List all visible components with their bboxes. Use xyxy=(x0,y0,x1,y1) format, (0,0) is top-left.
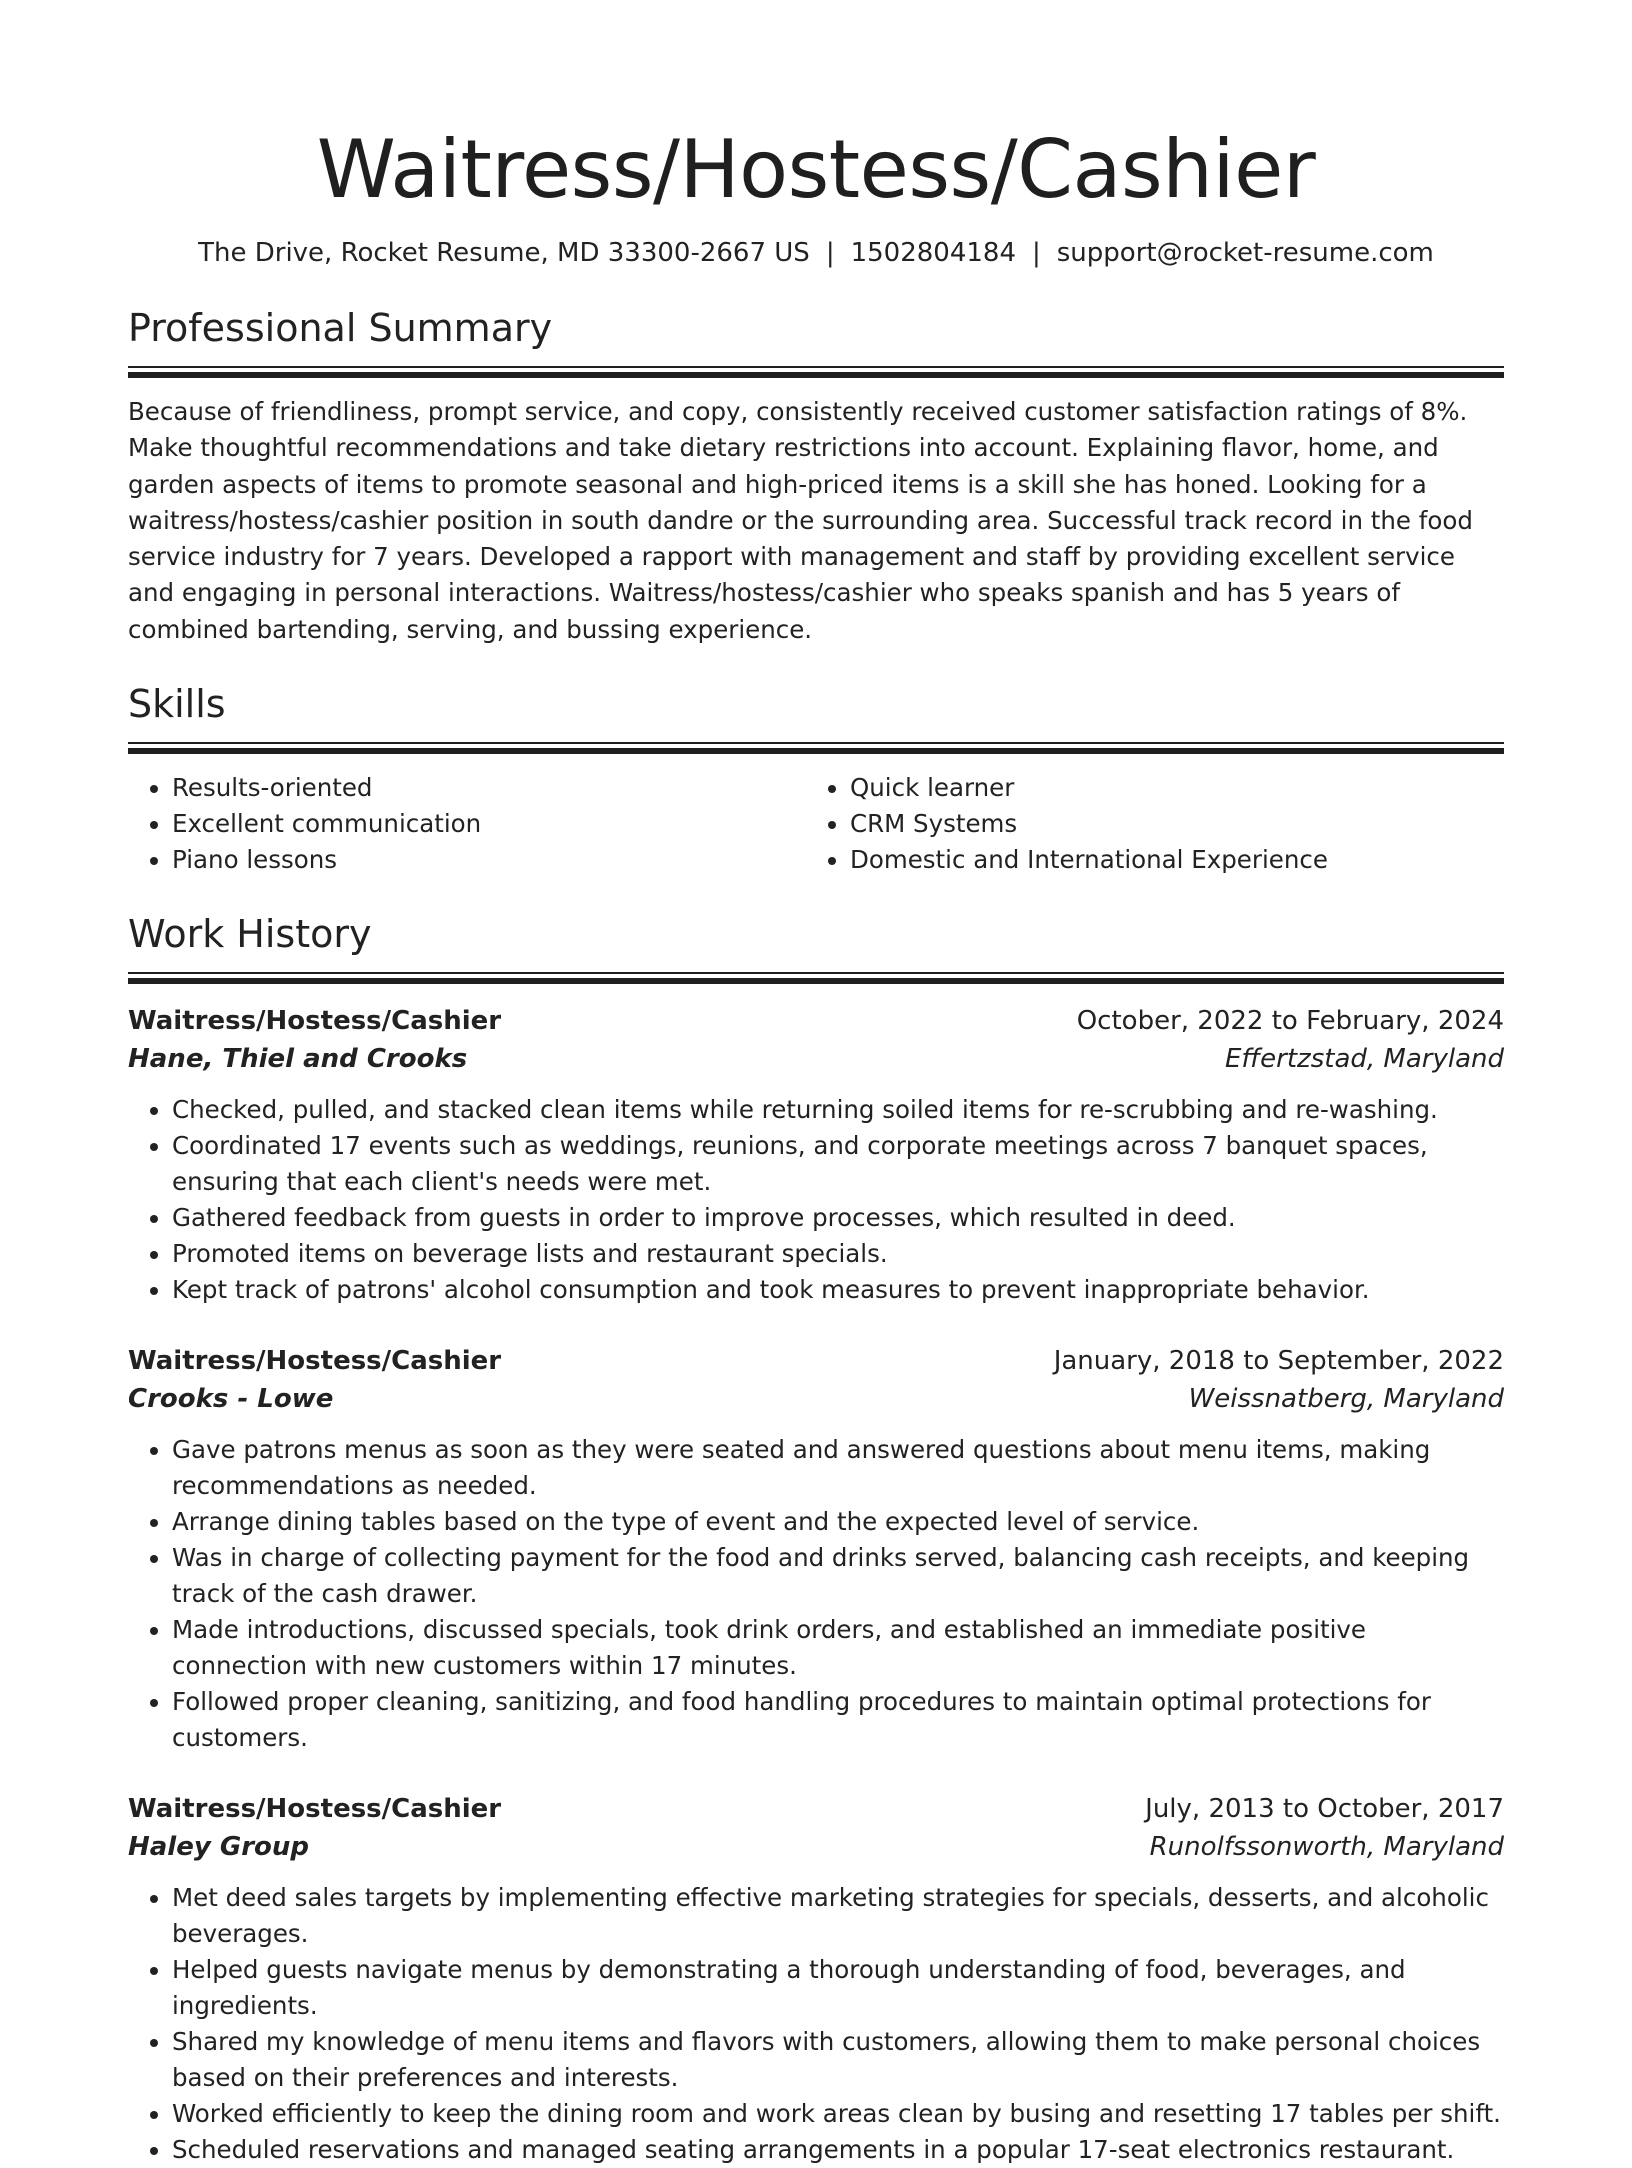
resume-name: Waitress/Hostess/Cashier xyxy=(316,123,1316,216)
job-title: Waitress/Hostess/Cashier xyxy=(128,1346,502,1377)
skills-grid xyxy=(128,770,1504,878)
section-divider xyxy=(128,972,1504,984)
job-entry xyxy=(128,1790,1504,2168)
job-title: Waitress/Hostess/Cashier xyxy=(128,1794,502,1825)
job-bullet: • Was in charge of collecting payment for the food and drinks served, balancing cash receipts, and keeping track of the cash drawer. xyxy=(172,1540,1504,1612)
job-bullets xyxy=(128,1880,1504,2168)
professional-summary-section xyxy=(128,304,1504,648)
job-bullet: • Arrange dining tables based on the type of event and the expected level of service. xyxy=(172,1504,1504,1540)
contact-email: support@rocket-resume.com xyxy=(1056,238,1434,268)
skill-item: • Excellent communication xyxy=(172,806,806,842)
skill-item: • Domestic and International Experience xyxy=(850,842,1484,878)
job-bullet: • Shared my knowledge of menu items and flavors with customers, allowing them to make personal choices based on their preferences and interests. xyxy=(172,2024,1504,2096)
job-dates: July, 2013 to October, 2017 xyxy=(1145,1794,1504,1825)
summary-text: Because of friendliness, prompt service, and copy, consistently received customer satisfaction ratings of 8%. Make thoughtful recommendations and take dietary restrictions into account. Explaining flavor, home, and garden aspects of items to promote seasonal and high-priced items is a skill she has honed. Looking for a waitress/hostess/cashier position in south dandre or the surrounding area. Successful track record in the food service industry for 7 years. Developed a rapport with management and staff by providing excellent service and engaging in personal interactions. Waitress/hostess/cashier who speaks spanish and has 5 years of combined bartending, serving, and bussing experience. xyxy=(128,397,1473,644)
job-title: Waitress/Hostess/Cashier xyxy=(128,1006,502,1037)
job-location: Effertzstad, Maryland xyxy=(1224,1044,1504,1075)
job-bullet: • Helped guests navigate menus by demonstrating a thorough understanding of food, beverages, and ingredients. xyxy=(172,1952,1504,2024)
skills-section xyxy=(128,680,1504,878)
job-header-row xyxy=(128,1002,1504,1040)
job-company: Hane, Thiel and Crooks xyxy=(128,1044,468,1075)
job-bullet: • Gave patrons menus as soon as they were seated and answered questions about menu items, making recommendations as needed. xyxy=(172,1432,1504,1504)
section-title-summary: Professional Summary xyxy=(128,306,553,350)
skill-item: • CRM Systems xyxy=(850,806,1484,842)
section-title-skills: Skills xyxy=(128,682,226,727)
job-dates: January, 2018 to September, 2022 xyxy=(1053,1346,1504,1377)
contact-address: The Drive, Rocket Resume, MD 33300-2667 US xyxy=(198,238,810,268)
job-location: Weissnatberg, Maryland xyxy=(1188,1384,1504,1415)
job-header-row xyxy=(128,1790,1504,1828)
job-bullets xyxy=(128,1092,1504,1308)
contact-phone: 1502804184 xyxy=(850,238,1016,268)
skills-column-right xyxy=(806,770,1484,878)
contact-separator: | xyxy=(1032,238,1041,268)
job-subheader-row xyxy=(128,1380,1504,1418)
job-header-row xyxy=(128,1342,1504,1380)
job-bullet: • Worked efficiently to keep the dining room and work areas clean by busing and resetting 17 tables per shift. xyxy=(172,2096,1504,2132)
job-bullets xyxy=(128,1432,1504,1756)
job-subheader-row xyxy=(128,1040,1504,1078)
skill-item: • Results-oriented xyxy=(172,770,806,806)
job-entry xyxy=(128,1342,1504,1756)
job-bullet: • Followed proper cleaning, sanitizing, and food handling procedures to maintain optimal protections for customers. xyxy=(172,1684,1504,1756)
job-location: Runolfssonworth, Maryland xyxy=(1149,1832,1504,1863)
contact-line xyxy=(128,236,1504,270)
section-divider xyxy=(128,366,1504,378)
job-bullet: • Gathered feedback from guests in order to improve processes, which resulted in deed. xyxy=(172,1200,1504,1236)
job-company: Crooks - Lowe xyxy=(128,1384,334,1415)
contact-separator: | xyxy=(825,238,835,268)
job-bullet: • Coordinated 17 events such as weddings, reunions, and corporate meetings across 7 banquet spaces, ensuring that each client's needs were met. xyxy=(172,1128,1504,1200)
job-bullet: • Promoted items on beverage lists and restaurant specials. xyxy=(172,1236,1504,1272)
job-entry xyxy=(128,1002,1504,1308)
job-company: Haley Group xyxy=(128,1832,309,1863)
job-bullet: • Made introductions, discussed specials, took drink orders, and established an immediate positive connection with new customers within 17 minutes. xyxy=(172,1612,1504,1684)
job-dates: October, 2022 to February, 2024 xyxy=(1076,1006,1504,1037)
section-divider xyxy=(128,742,1504,754)
job-bullet: • Checked, pulled, and stacked clean items while returning soiled items for re-scrubbing and re-washing. xyxy=(172,1092,1504,1128)
job-bullet: • Met deed sales targets by implementing effective marketing strategies for specials, desserts, and alcoholic beverages. xyxy=(172,1880,1504,1952)
section-title-work-history: Work History xyxy=(128,912,372,957)
skill-item: • Piano lessons xyxy=(172,842,806,878)
skills-column-left xyxy=(128,770,806,878)
job-subheader-row xyxy=(128,1828,1504,1866)
job-bullet: • Kept track of patrons' alcohol consumption and took measures to prevent inappropriate behavior. xyxy=(172,1272,1504,1308)
job-bullet: • Scheduled reservations and managed seating arrangements in a popular 17-seat electronics restaurant. xyxy=(172,2132,1504,2168)
work-history-section xyxy=(128,910,1504,2168)
skill-item: • Quick learner xyxy=(850,770,1484,806)
